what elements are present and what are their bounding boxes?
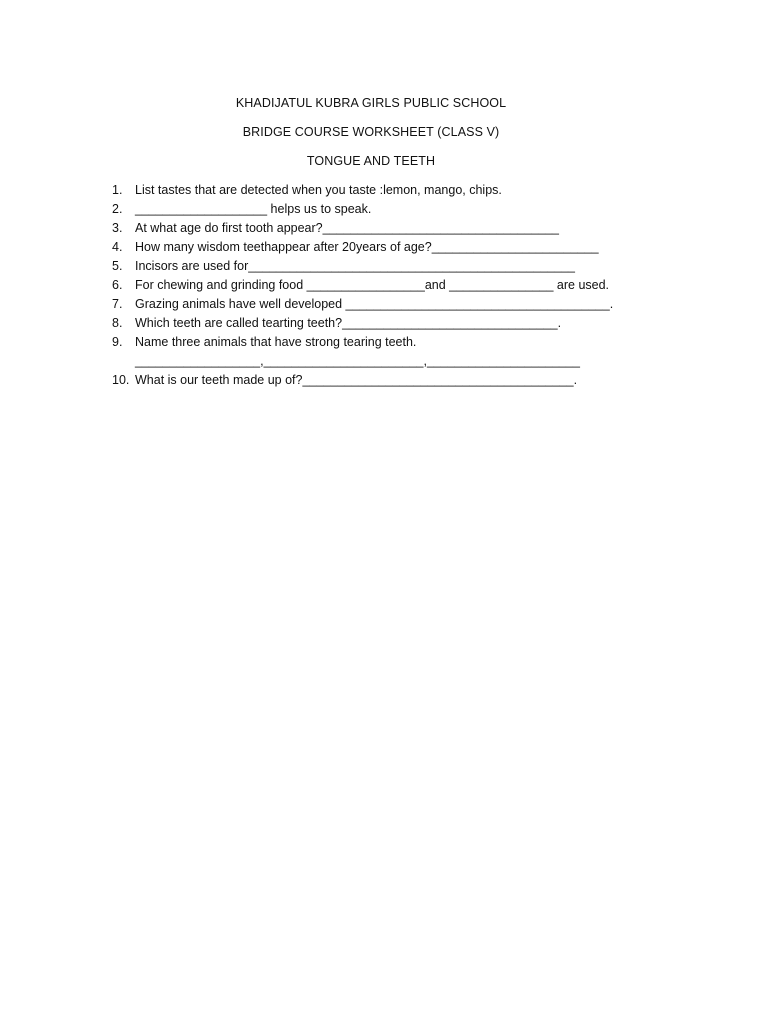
question-text: How many wisdom teethappear after 20years of age?________________________	[135, 240, 599, 254]
question-number: 1.	[112, 183, 123, 197]
question-text: ___________________ helps us to speak.	[135, 202, 372, 216]
question-item	[112, 276, 632, 295]
topic-title: TONGUE AND TEETH	[306, 154, 436, 168]
question-number: 7.	[112, 297, 123, 311]
worksheet-title: BRIDGE COURSE WORKSHEET (CLASS V)	[242, 125, 500, 139]
question-item	[112, 200, 632, 219]
question-item	[112, 371, 632, 390]
question-text: What is our teeth made up of?_______________________________________.	[135, 373, 578, 387]
question-item	[112, 257, 632, 276]
question-number: 3.	[112, 221, 123, 235]
answer-blanks: __________________,_______________________,______________________	[135, 354, 580, 368]
question-item	[112, 314, 632, 333]
question-item	[112, 238, 632, 257]
question-number: 6.	[112, 278, 123, 292]
question-text: At what age do first tooth appear?__________________________________	[135, 221, 559, 235]
question-number: 5.	[112, 259, 123, 273]
question-text: Name three animals that have strong tearing teeth.	[135, 335, 417, 349]
question-item	[112, 219, 632, 238]
question-number: 2.	[112, 202, 123, 216]
question-text: Incisors are used for_______________________________________________	[135, 259, 575, 273]
question-item	[112, 333, 632, 371]
question-text: For chewing and grinding food _________________and _______________ are used.	[135, 278, 610, 292]
question-number: 10.	[112, 373, 130, 387]
question-text: Which teeth are called tearting teeth?_______________________________.	[135, 316, 562, 330]
question-number: 8.	[112, 316, 123, 330]
school-name: KHADIJATUL KUBRA GIRLS PUBLIC SCHOOL	[235, 96, 507, 110]
question-item	[112, 295, 632, 314]
question-number: 9.	[112, 335, 123, 349]
question-text: List tastes that are detected when you taste :lemon, mango, chips.	[135, 183, 502, 197]
question-item	[112, 181, 632, 200]
question-number: 4.	[112, 240, 123, 254]
question-text: Grazing animals have well developed ______________________________________.	[135, 297, 614, 311]
question-list	[112, 181, 632, 390]
